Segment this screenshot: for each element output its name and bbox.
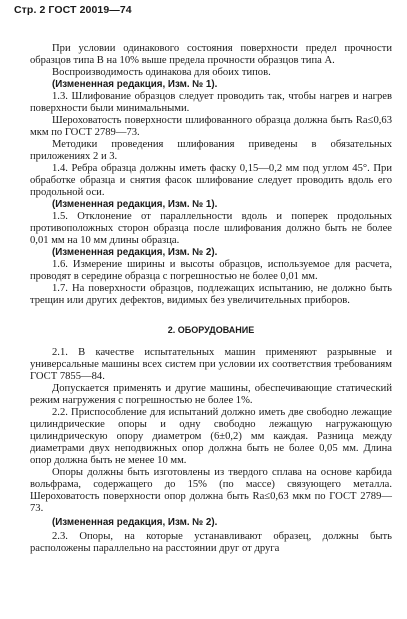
section-heading: 2. ОБОРУДОВАНИЕ xyxy=(167,325,255,335)
paragraph-1-4: 1.4. Ребра образца должны иметь фаску 0,15—0,2 мм под углом 45°. При обработке образца и снятия фасок шлифование следует проводить вдоль его продольной оси. xyxy=(30,163,392,198)
paragraph-strength: При условии одинакового состояния поверхности предел прочности образцов типа В на 10% выше предела прочности образцов типа А. xyxy=(30,43,392,66)
paragraph-supports: Опоры должны быть изготовлены из твердого сплава на основе карбида вольфрама, содержащего до 15% (по массе) связующего металла. Шероховатость поверхности опор должна быть Ra≤0,63 мкм по ГОСТ 2789—73. xyxy=(30,467,392,514)
paragraph-2-1: 2.1. В качестве испытательных машин применяют разрывные и универсальные машины всех систем при условии их соответствия требованиям ГОСТ 7855—84. xyxy=(30,347,392,382)
edit-note: (Измененная редакция, Изм. № 1). xyxy=(52,199,218,210)
page-header: Стр. 2 ГОСТ 20019—74 xyxy=(14,4,132,16)
paragraph-1-3: 1.3. Шлифование образцов следует проводить так, чтобы нагрев и нагрев поверхности были минимальными. xyxy=(30,91,392,114)
document-body xyxy=(30,43,392,555)
paragraph-methods: Методики проведения шлифования приведены в обязательных приложениях 2 и 3. xyxy=(30,139,392,162)
paragraph-machines: Допускается применять и другие машины, обеспечивающие статический режим нагружения с погрешностью не более 1%. xyxy=(30,383,392,406)
edit-note: (Измененная редакция, Изм. № 2). xyxy=(52,517,218,528)
paragraph-2-3: 2.3. Опоры, на которые устанавливают образец, должны быть расположены параллельно на расстоянии друг от друга xyxy=(30,531,392,554)
paragraph-1-6: 1.6. Измерение ширины и высоты образцов, используемое для расчета, проводят в середине образца с погрешностью не более 0,01 мм. xyxy=(30,259,392,282)
paragraph-roughness: Шероховатость поверхности шлифованного образца должна быть Ra≤0,63 мкм по ГОСТ 2789—73. xyxy=(30,115,392,138)
paragraph-reproducibility: Воспроизводимость одинакова для обоих типов. xyxy=(52,67,271,78)
paragraph-1-7: 1.7. На поверхности образцов, подлежащих испытанию, не должно быть трещин или других дефектов, видимых без увеличительных приборов. xyxy=(30,283,392,306)
edit-note: (Измененная редакция, Изм. № 2). xyxy=(52,247,218,258)
paragraph-1-5: 1.5. Отклонение от параллельности вдоль и поперек продольных противоположных сторон образца после шлифования должно быть не более 0,01 мм на 10 мм длины образца. xyxy=(30,211,392,246)
paragraph-2-2: 2.2. Приспособление для испытаний должно иметь две свободно лежащие цилиндрические опоры и одну свободно лежащую нагружающую цилиндрическую опору диаметром (6±0,2) мм каждая. Разница между диаметрами двух неподвижных опор должна быть не более 0,05 мм. Длина опор должна быть не менее 10 мм. xyxy=(30,407,392,466)
edit-note: (Измененная редакция, Изм. № 1). xyxy=(52,79,218,90)
